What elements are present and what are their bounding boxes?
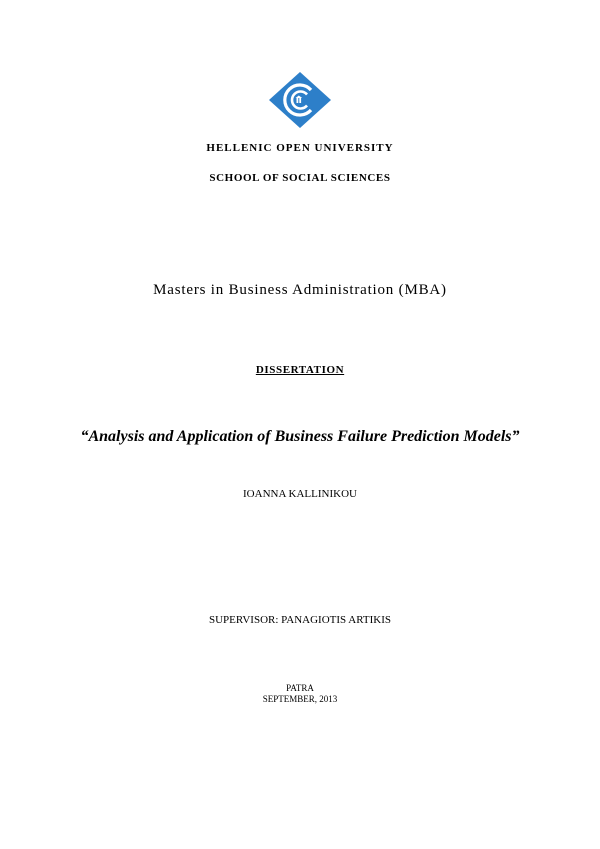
date: SEPTEMBER, 2013	[262, 694, 338, 704]
author-name: IOANNA KALLINIKOU	[243, 488, 357, 500]
program-name: Masters in Business Administration (MBA)	[153, 282, 447, 298]
place: PATRA	[286, 683, 314, 693]
dissertation-title: “Analysis and Application of Business Failure Prediction Models”	[80, 428, 520, 445]
supervisor-name: SUPERVISOR: PANAGIOTIS ARTIKIS	[208, 614, 392, 626]
university-name: HELLENIC OPEN UNIVERSITY	[206, 142, 394, 154]
document-type-heading: DISSERTATION	[255, 364, 345, 376]
school-name: SCHOOL OF SOCIAL SCIENCES	[209, 172, 391, 184]
university-emblem-icon	[268, 71, 332, 129]
